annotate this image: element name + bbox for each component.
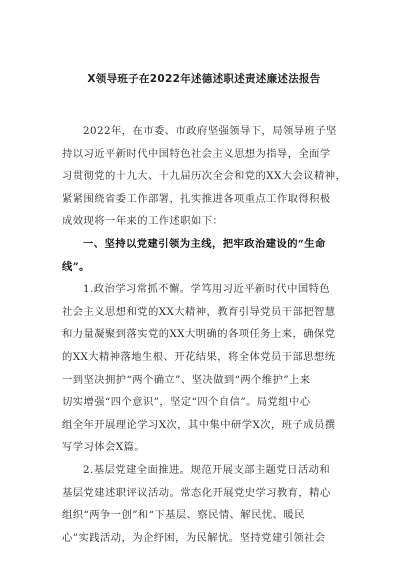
body-text-line: 基层党建述职评议活动。常态化开展党史学习教育，精心 xyxy=(62,486,331,499)
body-text-line: 写学习体会X篇。 xyxy=(62,441,146,454)
body-text-line: 紧紧围绕省委工作部署，扎实推进各项重点工作取得积极 xyxy=(62,192,331,205)
body-text-line: 2.基层党建全面推进。规范开展支部主题党日活动和 xyxy=(83,463,331,476)
document-body xyxy=(62,120,347,549)
body-text-line: 的XX大精神落地生根、开花结果，将全体党员干部思想统 xyxy=(62,350,336,363)
body-text-line: 一到坚决拥护“两个确立”、坚决做到“两个维护”上来 xyxy=(62,373,311,386)
body-text-line: 习贯彻党的十九大、十九届历次全会和党的XX大会议精神， xyxy=(62,170,347,183)
body-text-line: 心”实践活动，为企纾困，为民解忧。坚持党建引领社会 xyxy=(62,531,326,544)
body-text-line: 组全年开展理论学习X次，其中集中研学X次，班子成员撰 xyxy=(62,418,336,431)
body-text-line: 2022年，在市委、市政府坚强领导下，局领导班子坚 xyxy=(83,125,337,137)
body-text-line: 持以习近平新时代中国特色社会主义思想为指导，全面学 xyxy=(62,147,331,160)
section-heading-line: 一、坚持以党建引领为主线，把牢政治建设的“生命 xyxy=(83,237,326,250)
body-text-line: 1.政治学习常抓不懈。学笃用习近平新时代中国特色 xyxy=(83,283,331,296)
section-heading-line: 线”。 xyxy=(62,260,90,273)
body-text-line: 社会主义思想和党的XX大精神，教育引导党员干部把智慧 xyxy=(62,305,336,318)
body-text-line: 组织“两争一创”和“下基层、察民情、解民忧、暖民 xyxy=(62,509,305,522)
document-title: X领导班子在2022年述德述职述责述廉述法报告 xyxy=(87,73,321,85)
body-text-line: 和力量凝聚到落实党的XX大明确的各项任务上来，确保党 xyxy=(62,328,336,341)
body-text-line: 切实增强“四个意识”，坚定“四个自信”。局党组中心 xyxy=(62,396,311,409)
body-text-line: 成效现将一年来的工作述职如下： xyxy=(62,215,224,228)
